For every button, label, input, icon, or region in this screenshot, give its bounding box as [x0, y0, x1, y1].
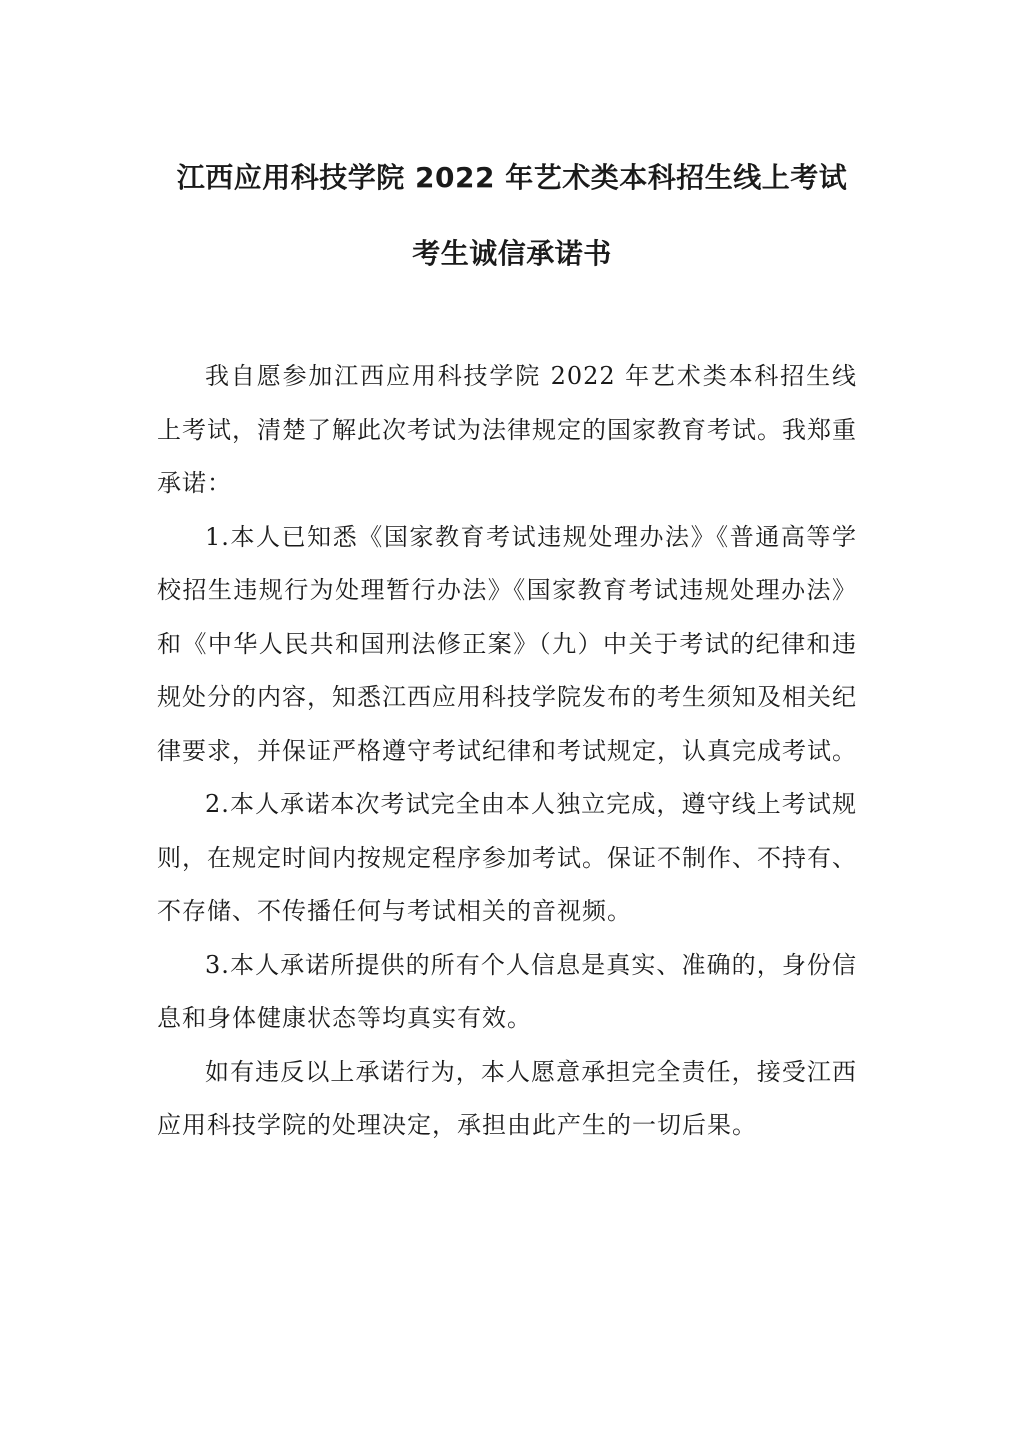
pledge-item-3: 3.本人承诺所提供的所有个人信息是真实、准确的，身份信息和身体健康状态等均真实有效。	[157, 950, 857, 1032]
pledge-item-1: 1.本人已知悉《国家教育考试违规处理办法》《普通高等学校招生违规行为处理暂行办法》《国家教育考试违规处理办法》和《中华人民共和国刑法修正案》（九）中关于考试的纪律和违规处分的内容，知悉江西应用科技学院发布的考生须知及相关纪律要求，并保证严格遵守考试纪律和考试规定，认真完成考试。	[157, 522, 857, 765]
closing-paragraph: 如有违反以上承诺行为，本人愿意承担完全责任，接受江西应用科技学院的处理决定，承担由此产生的一切后果。	[157, 1057, 857, 1139]
pledge-item-2: 2.本人承诺本次考试完全由本人独立完成，遵守线上考试规则，在规定时间内按规定程序参加考试。保证不制作、不持有、不存储、不传播任何与考试相关的音视频。	[157, 790, 857, 925]
document-subtitle: 考生诚信承诺书	[412, 237, 612, 270]
document-body	[157, 350, 857, 1153]
document-title: 江西应用科技学院 2022 年艺术类本科招生线上考试	[176, 161, 848, 194]
intro-paragraph: 我自愿参加江西应用科技学院 2022 年艺术类本科招生线上考试，清楚了解此次考试为法律规定的国家教育考试。我郑重承诺：	[157, 362, 857, 497]
